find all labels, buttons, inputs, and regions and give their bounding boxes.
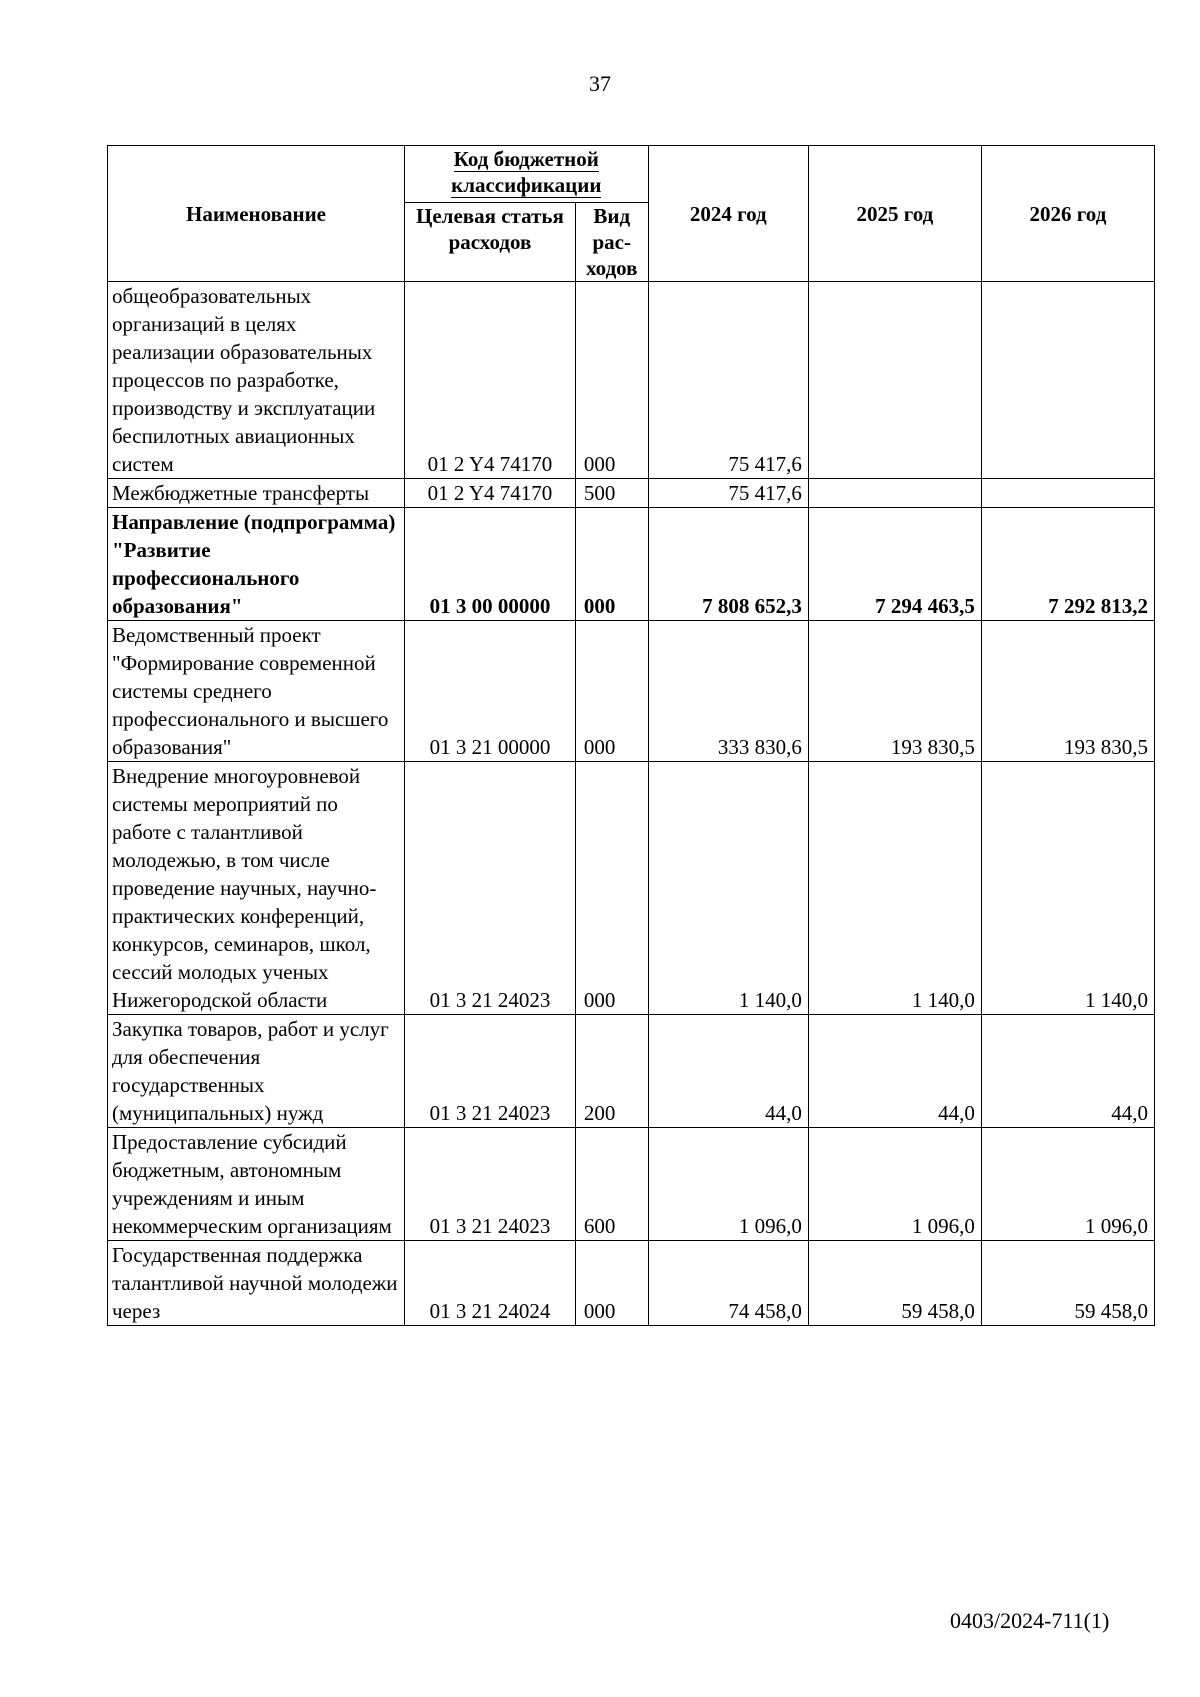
- header-code-type: Вид рас-ходов: [575, 203, 648, 282]
- row-value-2025: 44,0: [808, 1015, 981, 1128]
- row-code: 01 3 21 24024: [405, 1241, 576, 1326]
- table-row: [108, 621, 1155, 762]
- table-row: [108, 762, 1155, 1015]
- row-value-2025: 1 140,0: [808, 762, 981, 1015]
- budget-table: [107, 145, 1155, 1326]
- row-value-2026: 1 096,0: [981, 1128, 1154, 1241]
- header-2024: 2024 год: [648, 146, 808, 282]
- row-value-2026: [981, 479, 1154, 508]
- table-row: [108, 282, 1155, 479]
- row-value-2024: 7 808 652,3: [648, 508, 808, 621]
- table-row: [108, 1015, 1155, 1128]
- row-value-2024: 333 830,6: [648, 621, 808, 762]
- header-2026: 2026 год: [981, 146, 1154, 282]
- row-value-2024: 1 140,0: [648, 762, 808, 1015]
- row-code: 01 3 21 24023: [405, 1128, 576, 1241]
- row-value-2026: 1 140,0: [981, 762, 1154, 1015]
- row-name: Предоставление субсидий бюджетным, автономным учреждениям и иным некоммерческим организациям: [108, 1128, 405, 1241]
- row-value-2025: 193 830,5: [808, 621, 981, 762]
- table-row: [108, 1128, 1155, 1241]
- row-name: Государственная поддержка талантливой научной молодежи через: [108, 1241, 405, 1326]
- document-code: 0403/2024-711(1): [950, 1608, 1110, 1633]
- header-code-group: Код бюджетной классификации: [405, 146, 649, 203]
- row-value-2026: [981, 282, 1154, 479]
- row-value-2026: 59 458,0: [981, 1241, 1154, 1326]
- row-name: Ведомственный проект "Формирование современной системы среднего профессионального и высшего образования": [108, 621, 405, 762]
- row-value-2025: 1 096,0: [808, 1128, 981, 1241]
- row-value-2025: 59 458,0: [808, 1241, 981, 1326]
- row-value-2026: 44,0: [981, 1015, 1154, 1128]
- row-expense-type: 200: [575, 1015, 648, 1128]
- header-code-target: Целевая статья расходов: [405, 203, 576, 282]
- row-name: общеобразовательных организаций в целях реализации образовательных процессов по разработке, производству и эксплуатации беспилотных авиационных систем: [108, 282, 405, 479]
- row-value-2026: 7 292 813,2: [981, 508, 1154, 621]
- table-row: [108, 1241, 1155, 1326]
- row-name: Межбюджетные трансферты: [108, 479, 405, 508]
- row-name: Направление (подпрограмма) "Развитие профессионального образования": [108, 508, 405, 621]
- header-name: Наименование: [108, 146, 405, 282]
- row-code: 01 3 21 24023: [405, 762, 576, 1015]
- header-2025: 2025 год: [808, 146, 981, 282]
- row-expense-type: 500: [575, 479, 648, 508]
- row-value-2024: 75 417,6: [648, 479, 808, 508]
- row-name: Закупка товаров, работ и услуг для обеспечения государственных (муниципальных) нужд: [108, 1015, 405, 1128]
- row-expense-type: 600: [575, 1128, 648, 1241]
- row-code: 01 3 00 00000: [405, 508, 576, 621]
- row-value-2024: 74 458,0: [648, 1241, 808, 1326]
- row-value-2024: 44,0: [648, 1015, 808, 1128]
- table-row: [108, 508, 1155, 621]
- row-value-2024: 75 417,6: [648, 282, 808, 479]
- row-value-2025: [808, 282, 981, 479]
- row-value-2025: 7 294 463,5: [808, 508, 981, 621]
- row-value-2026: 193 830,5: [981, 621, 1154, 762]
- row-expense-type: 000: [575, 282, 648, 479]
- row-expense-type: 000: [575, 508, 648, 621]
- table-row: [108, 479, 1155, 508]
- row-value-2024: 1 096,0: [648, 1128, 808, 1241]
- row-name: Внедрение многоуровневой системы мероприятий по работе с талантливой молодежью, в том числе проведение научных, научно-практических конференций, конкурсов, семинаров, школ, сессий молодых ученых Нижегородской области: [108, 762, 405, 1015]
- row-code: 01 3 21 00000: [405, 621, 576, 762]
- row-expense-type: 000: [575, 1241, 648, 1326]
- row-code: 01 2 Y4 74170: [405, 479, 576, 508]
- row-code: 01 3 21 24023: [405, 1015, 576, 1128]
- row-code: 01 2 Y4 74170: [405, 282, 576, 479]
- row-expense-type: 000: [575, 762, 648, 1015]
- row-expense-type: 000: [575, 621, 648, 762]
- page-number: 37: [589, 71, 611, 96]
- row-value-2025: [808, 479, 981, 508]
